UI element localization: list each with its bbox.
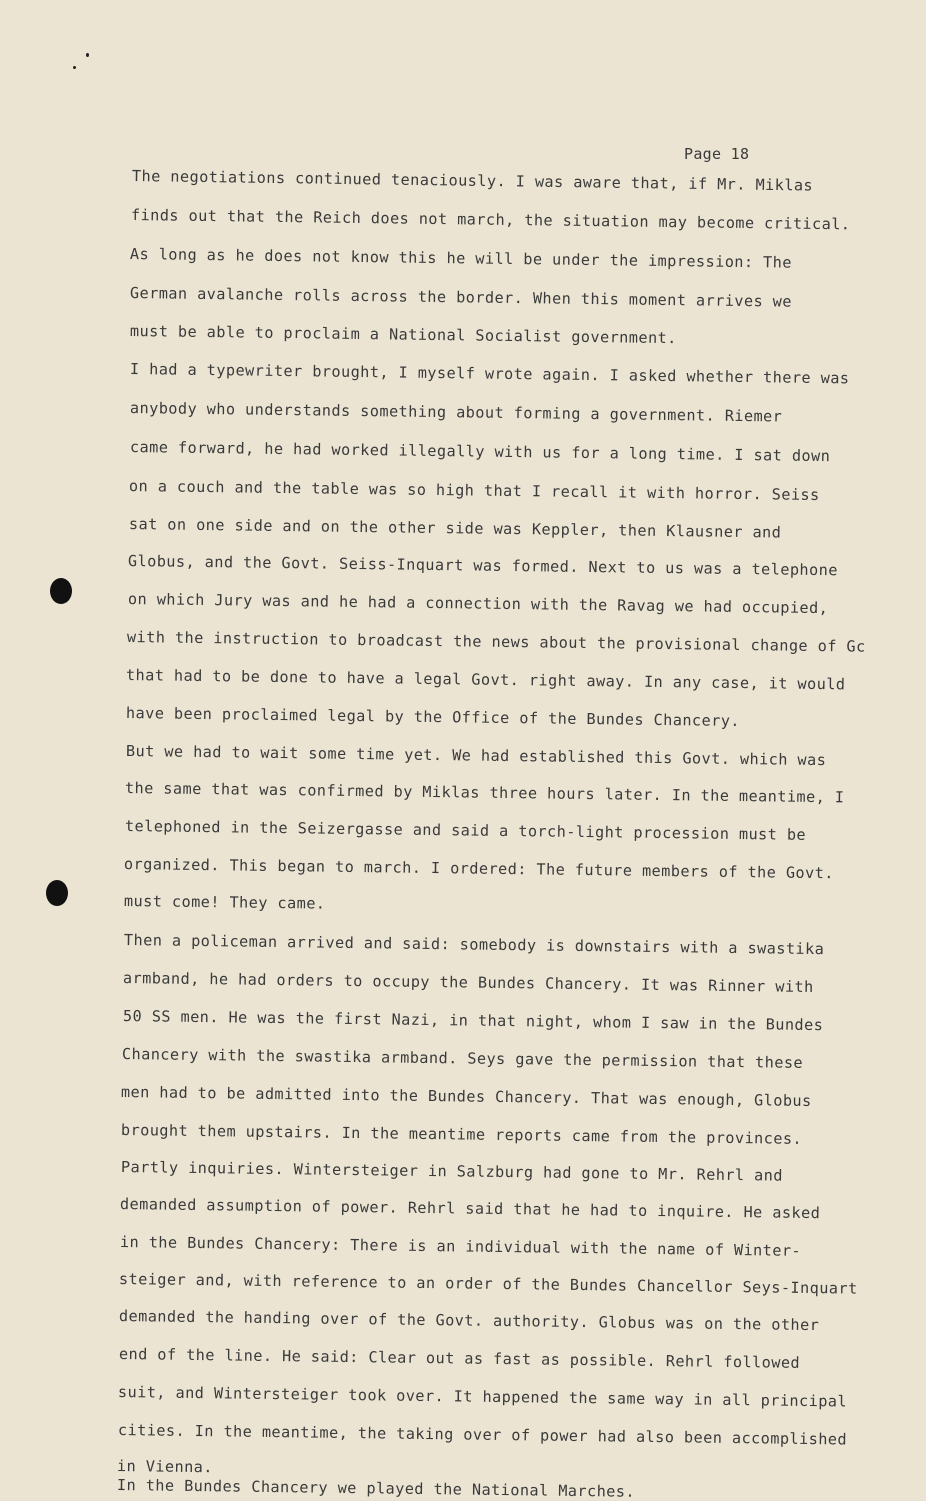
ink-speck	[73, 66, 76, 69]
text-line: cities. In the meantime, the taking over of power had also been accomplished	[117, 1421, 848, 1449]
text-line: The negotiations continued tenaciously. I was aware that, if Mr. Miklas	[131, 167, 814, 195]
text-line: with the instruction to broadcast the news about the provisional change of Gc	[126, 628, 866, 656]
text-line: brought them upstairs. In the meantime reports came from the provinces.	[120, 1121, 803, 1148]
text-line: German avalanche rolls across the border. When this moment arrives we	[129, 284, 793, 311]
text-line: on which Jury was and he had a connection with the Ravag we had occupied,	[127, 590, 829, 618]
text-line: on a couch and the table was so high that I recall it with horror. Seiss	[128, 477, 820, 505]
text-line: that had to be done to have a legal Govt. right away. In any case, it would	[125, 666, 846, 694]
text-line: anybody who understands something about forming a government. Riemer	[129, 399, 783, 426]
ink-speck	[86, 53, 89, 57]
text-line: I had a typewriter brought, I myself wrote again. I asked whether there was	[129, 360, 850, 388]
punch-hole-bottom	[46, 880, 68, 906]
text-line: have been proclaimed legal by the Office of the Bundes Chancery.	[125, 704, 741, 731]
text-line: Chancery with the swastika armband. Seys gave the permission that these	[121, 1045, 804, 1072]
text-line: end of the line. He said: Clear out as fast as possible. Rehrl followed	[118, 1345, 801, 1372]
text-line: demanded assumption of power. Rehrl said that he had to inquire. He asked	[119, 1195, 821, 1223]
text-line: telephoned in the Seizergasse and said a torch-light procession must be	[124, 817, 807, 844]
text-line: 50 SS men. He was the first Nazi, in that night, whom I saw in the Bundes	[122, 1007, 824, 1035]
text-line: must come! They came.	[123, 892, 326, 913]
text-line: Globus, and the Govt. Seiss-Inquart was formed. Next to us was a telephone	[127, 552, 838, 580]
text-line: Partly inquiries. Wintersteiger in Salzburg had gone to Mr. Rehrl and	[120, 1158, 784, 1185]
page-number: Page 18	[684, 145, 750, 163]
text-line: suit, and Wintersteiger took over. It happened the same way in all principal	[117, 1383, 848, 1411]
text-line: armband, he had orders to occupy the Bundes Chancery. It was Rinner with	[122, 969, 814, 997]
text-line: demanded the handing over of the Govt. authority. Globus was on the other	[118, 1307, 820, 1335]
text-line: in the Bundes Chancery: There is an individual with the name of Winter-	[119, 1233, 802, 1260]
text-line: in Vienna.	[116, 1457, 214, 1477]
punch-hole-top	[50, 578, 72, 604]
text-line: men had to be admitted into the Bundes Chancery. That was enough, Globus	[120, 1083, 812, 1111]
text-line: Then a policeman arrived and said: somebody is downstairs with a swastika	[123, 931, 825, 959]
text-line: In the Bundes Chancery we played the National Marches.	[116, 1476, 636, 1501]
text-line: But we had to wait some time yet. We had established this Govt. which was	[125, 742, 827, 770]
text-line: organized. This began to march. I ordered: The future members of the Govt.	[123, 855, 834, 883]
text-line: the same that was confirmed by Miklas three hours later. In the meantime, I	[124, 779, 845, 807]
text-line: As long as he does not know this he will be under the impression: The	[129, 245, 793, 272]
text-line: steiger and, with reference to an order of the Bundes Chancellor Seys-Inquart	[118, 1270, 858, 1298]
text-line: came forward, he had worked illegally with us for a long time. I sat down	[129, 438, 831, 466]
text-line: must be able to proclaim a National Socialist government.	[129, 322, 677, 348]
text-line: sat on one side and on the other side was Keppler, then Klausner and	[128, 515, 782, 542]
text-line: finds out that the Reich does not march, the situation may become critical.	[130, 206, 851, 234]
